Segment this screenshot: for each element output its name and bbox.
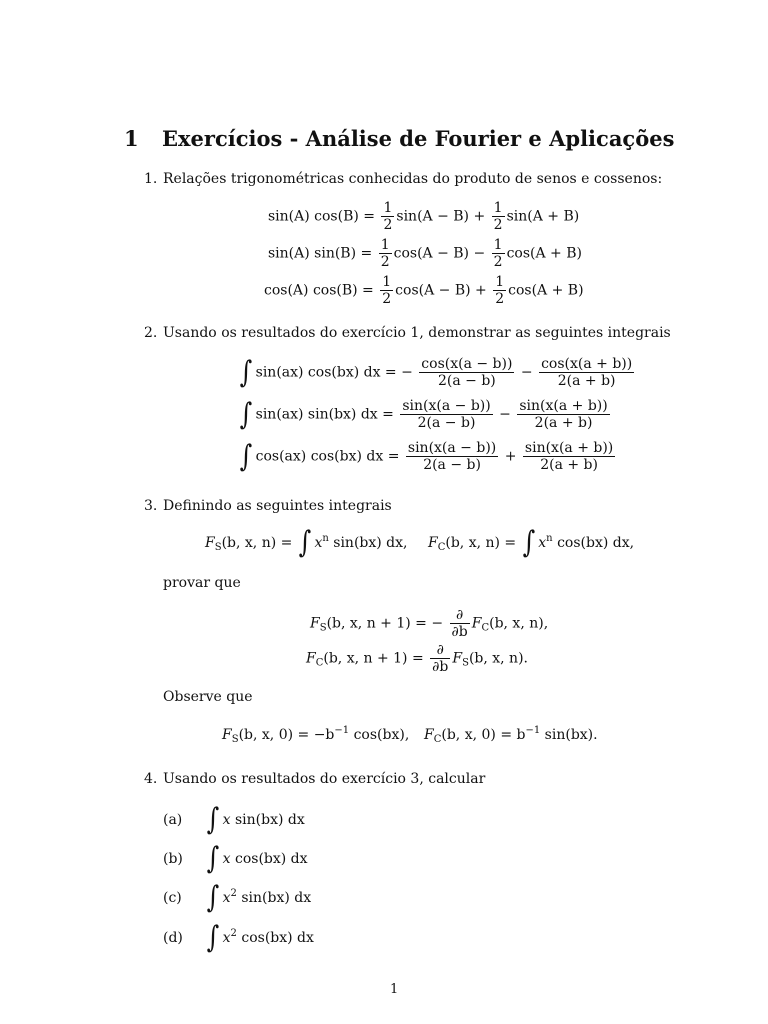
base-case-fs: $F_S(b$, x, $0) = -b^{-1}$ cos(bx), [222, 725, 410, 745]
item-number: 2. [144, 325, 158, 341]
fraction: $\frac{1}{2}$ [383, 200, 393, 233]
fraction: $\frac{1}{2}$ [382, 274, 392, 307]
integral-sign: ∫ [206, 880, 220, 915]
fraction: $\frac{\sin(x(a + b))}{2(a + b)}$ [524, 440, 614, 473]
fraction: $\frac{\partial}{\partial b}$ [451, 607, 468, 640]
fraction: $\frac{1}{2}$ [495, 274, 505, 307]
section-title: Exercícios - Análise de Fourier e Aplicações [162, 126, 675, 151]
item-text: Usando os resultados do exercício 3, calcular [163, 771, 486, 787]
item-text: Relações trigonométricas conhecidas do produto de senos e cossenos: [163, 171, 663, 187]
item-number: 3. [144, 498, 158, 514]
fraction: $\frac{\cos(x(a + b))}{2(a + b)}$ [541, 356, 633, 389]
section-number: 1 [124, 126, 139, 151]
recurrence-fc: $F_C(b$, x, n + 1) = $\frac{\partial}{\partial b}$ $F_S(b$, x, n). [306, 642, 528, 675]
integral-3: ∫ cos(ax) cos(bx) dx = $\frac{\sin(x(a - b))}{2(a - b)}$ + $\frac{\sin(x(a + b))}{2(a + b)}$ [239, 438, 614, 474]
fraction: $\frac{1}{2}$ [493, 237, 503, 270]
integral-sign: ∫ [522, 525, 535, 560]
trig-identity-3: cos(A) cos(B) = $\frac{1}{2}$ cos(A − B) + $\frac{1}{2}$ cos(A + B) [264, 274, 584, 307]
page-number: 1 [390, 982, 399, 997]
subitem-c: (c) ∫ $x^2$ sin(bx) dx [163, 880, 312, 915]
subitem-a: (a) ∫ x sin(bx) dx [163, 802, 305, 837]
fraction: $\frac{\cos(x(a - b))}{2(a - b)}$ [421, 356, 513, 389]
prove-text: provar que [163, 575, 241, 591]
integral-sign: ∫ [206, 920, 220, 955]
item-number: 4. [144, 771, 158, 787]
integral-sign: ∫ [206, 841, 220, 876]
subitem-b: (b) ∫ x cos(bx) dx [163, 841, 308, 876]
integral-1: ∫ sin(ax) cos(bx) dx = − $\frac{\cos(x(a - b))}{2(a - b)}$ − $\frac{\cos(x(a + b))}{2(a + b)}$ [239, 354, 633, 390]
integral-sign: ∫ [239, 354, 253, 390]
integral-sign: ∫ [239, 438, 253, 474]
fraction: $\frac{\sin(x(a - b))}{2(a - b)}$ [402, 398, 491, 431]
integral-2: ∫ sin(ax) sin(bx) dx = $\frac{\sin(x(a - b))}{2(a - b)}$ − $\frac{\sin(x(a + b))}{2(a + b)}$ [239, 396, 608, 432]
item-text: Usando os resultados do exercício 1, demonstrar as seguintes integrais [163, 325, 671, 341]
item-text: Definindo as seguintes integrais [163, 498, 392, 514]
integral-sign: ∫ [206, 802, 220, 837]
definition-fs: $F_S(b$, x, n) = ∫ $x^n$ sin(bx) dx, [205, 525, 408, 560]
integral-sign: ∫ [298, 525, 311, 560]
observe-text: Observe que [163, 689, 253, 705]
fraction: $\frac{1}{2}$ [493, 200, 503, 233]
item-number: 1. [144, 171, 158, 187]
recurrence-fs: $F_S(b$, x, n + 1) = − $\frac{\partial}{\partial b}$ $F_C(b$, x, n), [310, 607, 549, 640]
subitem-d: (d) ∫ $x^2$ cos(bx) dx [163, 920, 314, 955]
trig-identity-1: sin(A) cos(B) = $\frac{1}{2}$ sin(A − B) + $\frac{1}{2}$ sin(A + B) [268, 200, 580, 233]
fraction: $\frac{1}{2}$ [380, 237, 390, 270]
fraction: $\frac{\partial}{\partial b}$ [432, 642, 449, 675]
fraction: $\frac{\sin(x(a + b))}{2(a + b)}$ [519, 398, 608, 431]
base-case-fc: $F_C(b$, x, $0) = b^{-1}$ sin(bx). [424, 725, 598, 745]
integral-sign: ∫ [239, 396, 253, 432]
trig-identity-2: sin(A) sin(B) = $\frac{1}{2}$ cos(A − B) − $\frac{1}{2}$ cos(A + B) [268, 237, 582, 270]
fraction: $\frac{\sin(x(a - b))}{2(a - b)}$ [407, 440, 497, 473]
definition-fc: $F_C(b$, x, n) = ∫ $x^n$ cos(bx) dx, [428, 525, 635, 560]
